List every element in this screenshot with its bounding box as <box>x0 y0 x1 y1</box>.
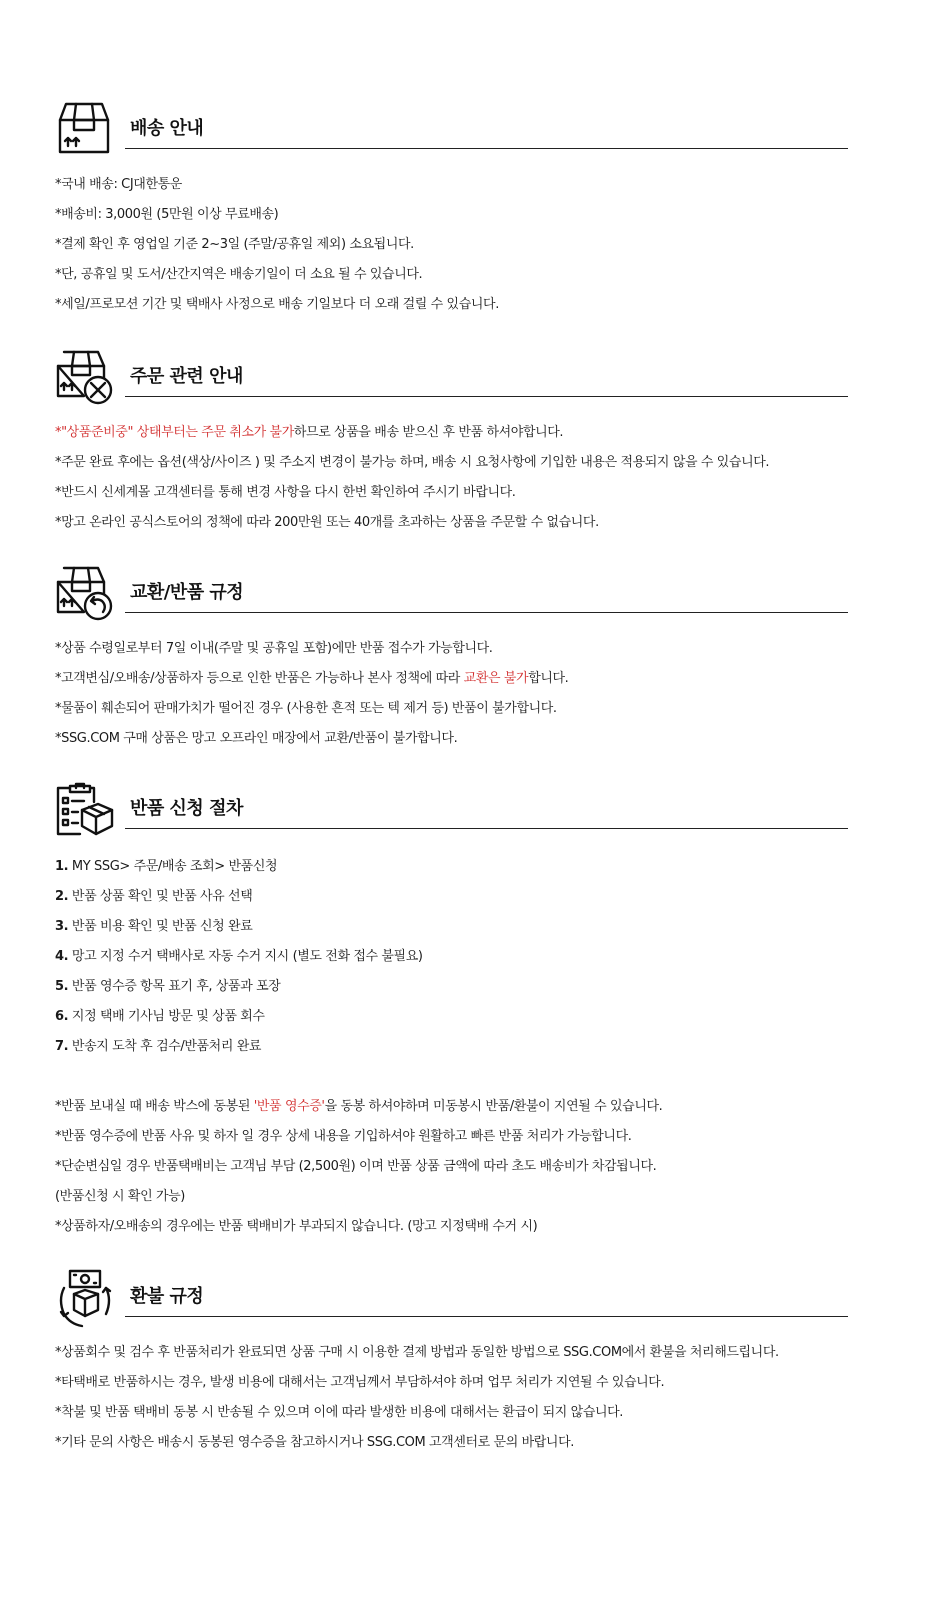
refund-title: 환불 규정 <box>130 1286 204 1307</box>
return-steps-list <box>55 852 855 1242</box>
delivery-divider <box>125 148 848 149</box>
step-number: 1. <box>55 859 69 874</box>
return-receipt-highlight: '반품 영수증' <box>253 1099 325 1114</box>
list-item <box>55 664 855 694</box>
order-list <box>55 418 855 538</box>
step-text: 지정 택배 기사님 방문 및 상품 회수 <box>68 1009 265 1024</box>
refund-list <box>55 1338 855 1458</box>
delivery-title: 배송 안내 <box>130 118 204 139</box>
order-title: 주문 관련 안내 <box>130 366 243 387</box>
exchange-list <box>55 634 855 754</box>
list-item: *배송비: 3,000원 (5만원 이상 무료배송) <box>55 207 279 222</box>
checklist-box-icon <box>54 780 118 844</box>
exchange-policy-text: *고객변심/오배송/상품하자 등으로 인한 반품은 가능하나 본사 정책에 따라 <box>55 671 464 686</box>
step-number: 6. <box>55 1009 69 1024</box>
receipt-note-end: 을 동봉 하셔야하며 미동봉시 반품/환불이 지연될 수 있습니다. <box>324 1099 663 1114</box>
list-item: *SSG.COM 구매 상품은 망고 오프라인 매장에서 교환/반품이 불가합니다. <box>55 731 458 746</box>
step-number: 2. <box>55 889 69 904</box>
step-text: 반송지 도착 후 검수/반품처리 완료 <box>68 1039 262 1054</box>
list-item: *상품 수령일로부터 7일 이내(주말 및 공휴일 포함)에만 반품 접수가 가능합니다. <box>55 641 493 656</box>
refund-header <box>0 1268 930 1332</box>
order-cancel-warning: *"상품준비중" 상태부터는 주문 취소가 불가 <box>55 425 294 440</box>
delivery-list <box>55 170 855 320</box>
list-item <box>55 912 855 942</box>
list-item <box>55 942 855 972</box>
delivery-box-icon <box>54 100 118 164</box>
list-item: *국내 배송: CJ대한통운 <box>55 177 182 192</box>
list-item: *망고 온라인 공식스토어의 정책에 따라 200만원 또는 40개를 초과하는 상품을 주문할 수 없습니다. <box>55 515 599 530</box>
receipt-note-text: *반품 보내실 때 배송 박스에 동봉된 <box>55 1099 254 1114</box>
order-cancel-box-icon <box>54 348 118 412</box>
list-item <box>55 852 855 882</box>
exchange-not-allowed: 교환은 불가 <box>463 671 529 686</box>
step-number: 3. <box>55 919 69 934</box>
list-item: *상품하자/오배송의 경우에는 반품 택배비가 부과되지 않습니다. (망고 지정택배 수거 시) <box>55 1219 538 1234</box>
order-divider <box>125 396 848 397</box>
return-process-title: 반품 신청 절차 <box>130 798 243 819</box>
order-section <box>0 348 930 530</box>
exchange-policy-end: 합니다. <box>528 671 569 686</box>
list-item: *세일/프로모션 기간 및 택배사 사정으로 배송 기일보다 더 오래 걸릴 수 있습니다. <box>55 297 499 312</box>
exchange-title: 교환/반품 규정 <box>130 582 244 603</box>
list-item: *기타 문의 사항은 배송시 동봉된 영수증을 참고하시거나 SSG.COM 고객센터로 문의 바랍니다. <box>55 1435 574 1450</box>
list-item: *주문 완료 후에는 옵션(색상/사이즈 ) 및 주소지 변경이 불가능 하며, 배송 시 요청사항에 기입한 내용은 적용되지 않을 수 있습니다. <box>55 455 770 470</box>
list-item: *상품회수 및 검수 후 반품처리가 완료되면 상품 구매 시 이용한 결제 방법과 동일한 방법으로 SSG.COM에서 환불을 처리해드립니다. <box>55 1345 779 1360</box>
exchange-section <box>0 564 930 746</box>
list-item <box>55 1092 855 1122</box>
step-text: MY SSG> 주문/배송 조회> 반품신청 <box>68 859 278 874</box>
step-text: 망고 지정 수거 택배사로 자동 수거 지시 (별도 전화 접수 불필요) <box>68 949 423 964</box>
step-text: 반품 비용 확인 및 반품 신청 완료 <box>68 919 253 934</box>
list-item <box>55 1032 855 1062</box>
return-process-header <box>0 780 930 844</box>
step-text: 반품 상품 확인 및 반품 사유 선택 <box>68 889 253 904</box>
list-item: *물품이 훼손되어 판매가치가 떨어진 경우 (사용한 흔적 또는 텍 제거 등) 반품이 불가합니다. <box>55 701 557 716</box>
step-number: 7. <box>55 1039 69 1054</box>
list-item: (반품신청 시 확인 가능) <box>55 1189 185 1204</box>
list-item: *단, 공휴일 및 도서/산간지역은 배송기일이 더 소요 될 수 있습니다. <box>55 267 423 282</box>
list-item: *단순변심일 경우 반품택배비는 고객님 부담 (2,500원) 이며 반품 상품 금액에 따라 초도 배송비가 차감됩니다. <box>55 1159 657 1174</box>
return-box-icon <box>54 564 118 628</box>
refund-section <box>0 1268 930 1450</box>
step-number: 4. <box>55 949 69 964</box>
list-item: *결제 확인 후 영업일 기준 2~3일 (주말/공휴일 제외) 소요됩니다. <box>55 237 414 252</box>
refund-money-box-icon <box>54 1268 118 1332</box>
return-process-divider <box>125 828 848 829</box>
step-number: 5. <box>55 979 69 994</box>
delivery-section <box>0 100 930 312</box>
list-item: *반드시 신세계몰 고객센터를 통해 변경 사항을 다시 한번 확인하여 주시기 바랍니다. <box>55 485 516 500</box>
step-text: 반품 영수증 항목 표기 후, 상품과 포장 <box>68 979 281 994</box>
order-header <box>0 348 930 412</box>
order-cancel-rest: 하므로 상품을 배송 받으신 후 반품 하셔야합니다. <box>293 425 564 440</box>
list-item: *착불 및 반품 택배비 동봉 시 반송될 수 있으며 이에 따라 발생한 비용에 대해서는 환급이 되지 않습니다. <box>55 1405 624 1420</box>
list-item <box>55 418 855 448</box>
list-item: *타택배로 반품하시는 경우, 발생 비용에 대해서는 고객님께서 부담하셔야 하며 업무 처리가 지연될 수 있습니다. <box>55 1375 665 1390</box>
refund-divider <box>125 1316 848 1317</box>
delivery-header <box>0 100 930 164</box>
exchange-divider <box>125 612 848 613</box>
list-item <box>55 1002 855 1032</box>
return-process-section <box>0 780 930 1234</box>
exchange-header <box>0 564 930 628</box>
list-item <box>55 972 855 1002</box>
spacer <box>55 1062 855 1092</box>
list-item: *반품 영수증에 반품 사유 및 하자 일 경우 상세 내용을 기입하셔야 원활하고 빠른 반품 처리가 가능합니다. <box>55 1129 632 1144</box>
list-item <box>55 882 855 912</box>
